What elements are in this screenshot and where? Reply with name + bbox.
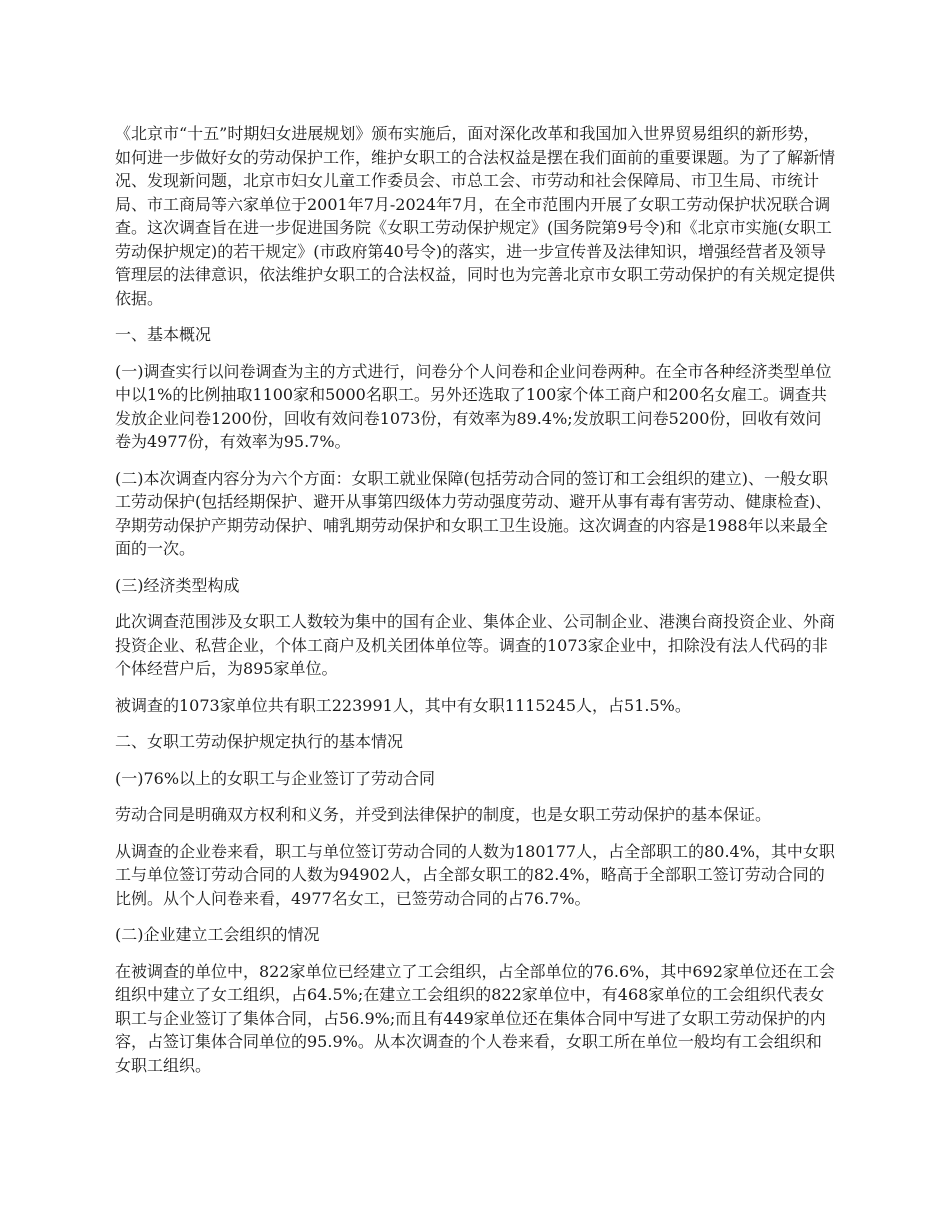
survey-method-paragraph: (一)调查实行以问卷调查为主的方式进行，问卷分个人问卷和企业问卷两种。在全市各种经济类型单位中以1%的比例抽取1100家和5000名职工。另外还选取了100家个体工商户和200名女雇工。调查共发放企业问卷1200份，回收有效问卷1073份，有效率为89.4%;发放职工问卷5200份，回收有效问卷为4977份，有效率为95.7%。 [115,361,832,451]
subheading-economic-types: (三)经济类型构成 [115,575,240,595]
survey-content-paragraph: (二)本次调查内容分为六个方面：女职工就业保障(包括劳动合同的签订和工会组织的建立)、一般女职工劳动保护(包括经期保护、避开从事第四级体力劳动强度劳动、避开从事有毒有害劳动、健康检查)、孕期劳动保护产期劳动保护、哺乳期劳动保护和女职工卫生设施。这次调查的内容是1988年以来最全面的一次。 [115,468,832,558]
labor-contract-definition-paragraph: 劳动合同是明确双方权利和义务，并受到法律保护的制度，也是女职工劳动保护的基本保证。 [115,805,772,824]
subheading-labor-contracts: (一)76%以上的女职工与企业签订了劳动合同 [115,768,436,788]
trade-union-stats-paragraph: 在被调查的单位中，822家单位已经建立了工会组织，占全部单位的76.6%，其中692家单位还在工会组织中建立了女工组织，占64.5%;在建立工会组织的822家单位中，有468家单位的工会组织代表女职工与企业签订了集体合同，占56.9%;而且有449家单位还在集体合同中写进了女职工劳动保护的内容，占签订集体合同单位的95.9%。从本次调查的个人卷来看，女职工所在单位一般均有工会组织和女职工组织。 [115,961,835,1075]
subheading-trade-unions: (二)企业建立工会组织的情况 [115,925,320,944]
employee-count-paragraph: 被调查的1073家单位共有职工223991人，其中有女职1115245人，占51.5%。 [115,695,691,715]
section-heading-overview: 一、基本概况 [115,325,212,344]
intro-paragraph: 《北京市“十五”时期妇女进展规划》颁布实施后，面对深化改革和我国加入世界贸易组织的新形势，如何进一步做好女的劳动保护工作，维护女职工的合法权益是摆在我们面前的重要课题。为了了解新情况、发现新问题，北京市妇女儿童工作委员会、市总工会、市劳动和社会保障局、市卫生局、市统计局、市工商局等六家单位于2001年7月-2024年7月，在全市范围内开展了女职工劳动保护状况联合调查。这次调查旨在进一步促进国务院《女职工劳动保护规定》(国务院第9号令)和《北京市实施(女职工劳动保护规定)的若干规定》(市政府第40号令)的落实，进一步宣传普及法律知识，增强经营者及领导管理层的法律意识，依法维护女职工的合法权益，同时也为完善北京市女职工劳动保护的有关规定提供依据。 [115,124,836,308]
section-heading-implementation: 二、女职工劳动保护规定执行的基本情况 [115,732,404,751]
labor-contract-stats-paragraph: 从调查的企业卷来看，职工与单位签订劳动合同的人数为180177人，占全部职工的80.4%，其中女职工与单位签订劳动合同的人数为94902人，占全部女职工的82.4%，略高于全部职工签订劳动合同的比例。从个人问卷来看，4977名女工，已签劳动合同的占76.7%。 [115,841,835,908]
survey-scope-paragraph: 此次调查范围涉及女职工人数较为集中的国有企业、集体企业、公司制企业、港澳台商投资企业、外商投资企业、私营企业，个体工商户及机关团体单位等。调查的1073家企业中，扣除没有法人代码的非个体经营户后，为895家单位。 [115,612,836,678]
